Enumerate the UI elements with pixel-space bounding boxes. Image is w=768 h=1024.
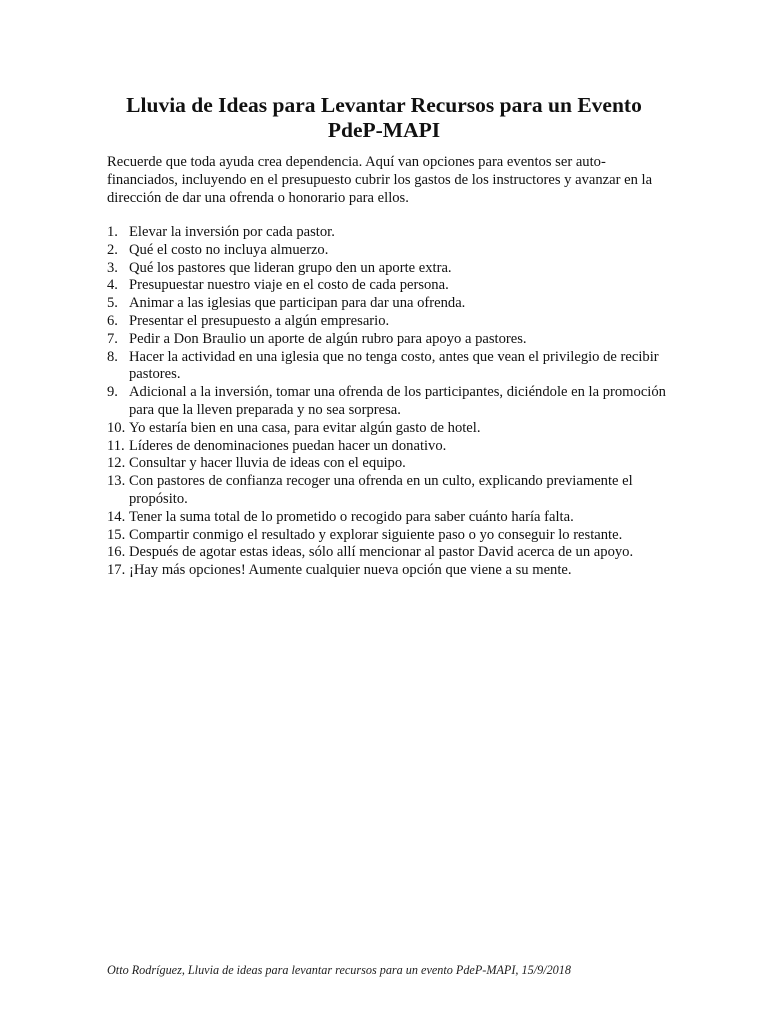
list-item-text: Elevar la inversión por cada pastor. — [129, 224, 335, 240]
list-item — [107, 313, 667, 331]
list-item — [107, 509, 667, 527]
document-footer: Otto Rodríguez, Lluvia de ideas para levantar recursos para un evento PdeP-MAPI, 15/9/2018 — [107, 963, 571, 977]
list-item-number: 9. — [107, 384, 118, 401]
ideas-list — [107, 224, 667, 580]
title-line-1: Lluvia de Ideas para Levantar Recursos para un Evento — [126, 93, 642, 117]
list-item — [107, 420, 667, 438]
title-line-2: PdeP-MAPI — [327, 118, 441, 142]
list-item — [107, 527, 667, 545]
list-item-number: 12. — [107, 455, 126, 472]
list-item-number: 2. — [107, 241, 118, 258]
list-item-number: 17. — [107, 562, 126, 579]
list-item — [107, 438, 667, 456]
list-item-text: ¡Hay más opciones! Aumente cualquier nueva opción que viene a su mente. — [129, 562, 572, 579]
list-item-text: Presentar el presupuesto a algún empresario. — [129, 312, 390, 329]
list-item-number: 3. — [107, 259, 118, 276]
list-item — [107, 473, 667, 509]
list-item-number: 10. — [107, 419, 126, 436]
list-item — [107, 384, 667, 420]
list-item-text: Yo estaría bien en una casa, para evitar algún gasto de hotel. — [129, 419, 481, 436]
list-item-text: Tener la suma total de lo prometido o recogido para saber cuánto haría falta. — [129, 508, 574, 525]
list-item-number: 1. — [107, 224, 118, 240]
list-item — [107, 260, 667, 278]
document-title — [100, 93, 668, 143]
list-item-number: 16. — [107, 544, 126, 561]
list-item-text: Pedir a Don Braulio un aporte de algún rubro para apoyo a pastores. — [129, 330, 527, 347]
list-item — [107, 277, 667, 295]
list-item — [107, 562, 667, 580]
list-item-text: Qué el costo no incluya almuerzo. — [129, 241, 329, 258]
list-item-text: Consultar y hacer lluvia de ideas con el equipo. — [129, 455, 406, 472]
list-item-text: Compartir conmigo el resultado y explorar siguiente paso o yo conseguir lo restante. — [129, 526, 623, 543]
list-item-number: 6. — [107, 312, 118, 329]
list-item-number: 7. — [107, 330, 118, 347]
list-item — [107, 349, 667, 385]
list-item-text: Animar a las iglesias que participan para dar una ofrenda. — [129, 295, 466, 312]
list-item — [107, 455, 667, 473]
list-item-number: 15. — [107, 526, 126, 543]
list-item-text: Con pastores de confianza recoger una ofrenda en un culto, explicando previamente el propósito. — [129, 473, 633, 507]
list-item-text: Líderes de denominaciones puedan hacer un donativo. — [129, 437, 447, 454]
list-item-number: 5. — [107, 295, 118, 312]
list-item-number: 4. — [107, 277, 118, 294]
list-item — [107, 224, 667, 242]
list-item — [107, 242, 667, 260]
list-item-number: 13. — [107, 473, 126, 490]
list-item — [107, 331, 667, 349]
list-item-text: Presupuestar nuestro viaje en el costo de cada persona. — [129, 277, 449, 294]
list-item-number: 8. — [107, 348, 118, 365]
list-item-number: 14. — [107, 508, 126, 525]
list-item-text: Qué los pastores que lideran grupo den un aporte extra. — [129, 259, 452, 276]
list-item — [107, 544, 667, 562]
list-item-text: Hacer la actividad en una iglesia que no tenga costo, antes que vean el privilegio de recibir pastores. — [129, 348, 659, 383]
list-item-number: 11. — [107, 437, 125, 454]
list-item-text: Adicional a la inversión, tomar una ofrenda de los participantes, diciéndole en la promoción para que la lleven preparada y no sea sorpresa. — [129, 384, 666, 418]
intro-paragraph: Recuerde que toda ayuda crea dependencia. Aquí van opciones para eventos ser auto-financiados, incluyendo en el presupuesto cubrir los gastos de los instructores y avanzar en la dirección de dar una ofrenda o honorario para ellos. — [107, 154, 653, 207]
list-item-text: Después de agotar estas ideas, sólo allí mencionar al pastor David acerca de un apoyo. — [129, 544, 634, 561]
list-item — [107, 295, 667, 313]
